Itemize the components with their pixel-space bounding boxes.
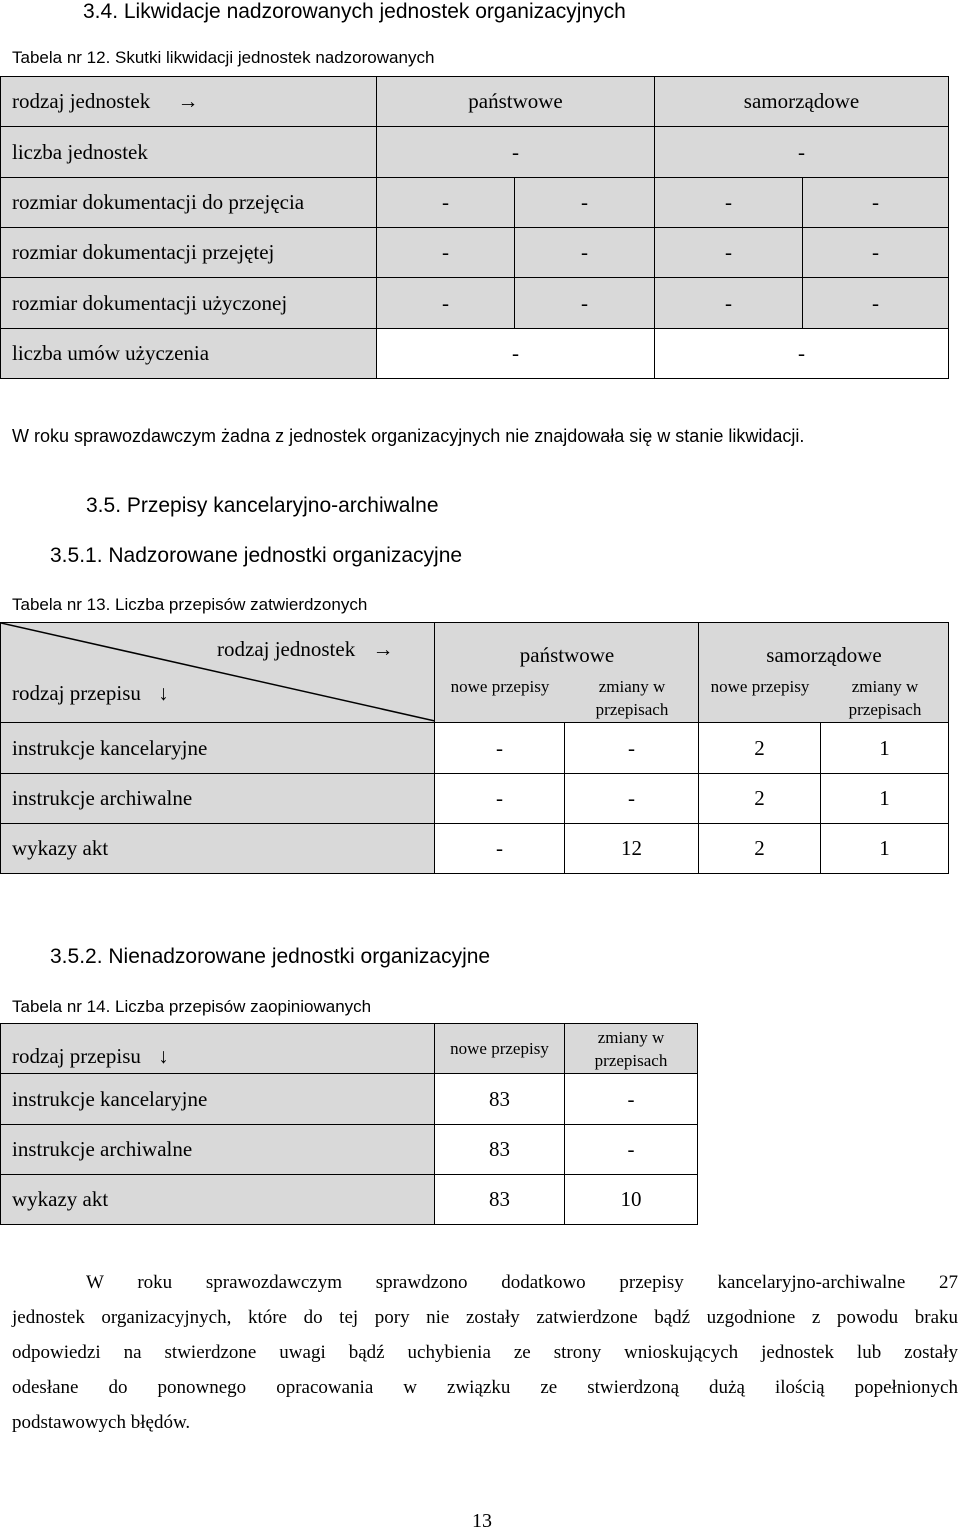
table-13 <box>0 622 949 874</box>
closing-paragraph <box>12 1265 958 1440</box>
table-cell: - <box>565 1074 698 1125</box>
sub-header: zmiany w przepisach <box>595 677 669 719</box>
group-label: państwowe <box>519 643 615 667</box>
table-cell: - <box>515 278 655 329</box>
table-12 <box>0 76 949 379</box>
header-label-text: rodzaj jednostek <box>12 89 151 113</box>
table-13-group-samorzadowe <box>699 623 949 723</box>
table-row <box>1 228 949 278</box>
table-cell: 1 <box>821 723 949 774</box>
table-cell: 2 <box>699 824 821 874</box>
row-label: wykazy akt <box>1 1175 435 1225</box>
section-heading-3-4: 3.4. Likwidacje nadzorowanych jednostek organizacyjnych <box>83 0 626 23</box>
section-heading-3-5: 3.5. Przepisy kancelaryjno-archiwalne <box>86 494 439 517</box>
table-cell: - <box>515 228 655 278</box>
table-13-group-panstwowe <box>435 623 699 723</box>
table-cell: - <box>655 329 949 379</box>
table-cell: - <box>377 278 515 329</box>
row-label: instrukcje archiwalne <box>1 774 435 824</box>
table-12-col-samorzadowe: samorządowe <box>655 77 949 127</box>
table-cell: - <box>803 228 949 278</box>
table-cell: - <box>565 1125 698 1175</box>
table-row <box>1 1074 698 1125</box>
table-12-header-label <box>1 77 377 127</box>
sub-header: nowe przepisy <box>450 677 550 696</box>
table-cell: - <box>377 228 515 278</box>
table-13-corner-cell <box>1 623 435 723</box>
down-arrow-icon: ↓ <box>158 681 169 705</box>
table-cell: - <box>565 774 699 824</box>
row-label: liczba jednostek <box>1 127 377 178</box>
table-cell: - <box>803 178 949 228</box>
table-13-header-row <box>1 623 949 723</box>
table-cell: - <box>655 228 803 278</box>
table-13-caption: Tabela nr 13. Liczba przepisów zatwierdzonych <box>12 595 368 614</box>
sub-header: nowe przepisy <box>435 1024 565 1074</box>
corner-text: rodzaj przepisu <box>12 1044 141 1068</box>
table-cell: - <box>377 127 655 178</box>
row-label: rozmiar dokumentacji przejętej <box>1 228 377 278</box>
row-label: rozmiar dokumentacji do przejęcia <box>1 178 377 228</box>
table-cell: - <box>377 178 515 228</box>
group-label: samorządowe <box>766 643 882 667</box>
table-cell: - <box>655 127 949 178</box>
table-cell: 12 <box>565 824 699 874</box>
row-label: instrukcje kancelaryjne <box>1 723 435 774</box>
corner-top-label <box>217 637 393 662</box>
table-row <box>1 723 949 774</box>
table-cell: 1 <box>821 774 949 824</box>
paragraph-line: W roku sprawozdawczym sprawdzono dodatkowo przepisy kancelaryjno-archiwalne 27 <box>86 1272 958 1293</box>
table-cell: - <box>803 278 949 329</box>
table-14 <box>0 1023 698 1225</box>
paragraph-line: odesłane do ponownego opracowania w związku ze stwierdzoną dużą ilością popełnionych <box>12 1377 958 1398</box>
sub-header: zmiany w przepisach <box>848 677 922 719</box>
table-12-caption: Tabela nr 12. Skutki likwidacji jednostek nadzorowanych <box>12 48 435 67</box>
table-cell: 1 <box>821 824 949 874</box>
table-cell: 83 <box>435 1074 565 1125</box>
section-heading-3-5-2: 3.5.2. Nienadzorowane jednostki organizacyjne <box>50 945 491 968</box>
table-cell: 83 <box>435 1175 565 1225</box>
table-row <box>1 1125 698 1175</box>
table-14-header-row <box>1 1024 698 1074</box>
row-label: instrukcje archiwalne <box>1 1125 435 1175</box>
table-cell: - <box>377 329 655 379</box>
section-heading-3-5-1: 3.5.1. Nadzorowane jednostki organizacyjne <box>50 544 463 567</box>
right-arrow-icon: → <box>372 637 394 661</box>
table-cell: - <box>435 774 565 824</box>
sub-header: zmiany w przepisach <box>565 1024 698 1074</box>
table-14-caption: Tabela nr 14. Liczba przepisów zaopiniowanych <box>12 997 372 1016</box>
corner-bottom-text: rodzaj przepisu <box>12 681 141 705</box>
corner-label <box>12 1044 169 1069</box>
table-cell: 10 <box>565 1175 698 1225</box>
table-cell: 83 <box>435 1125 565 1175</box>
table-14-corner-cell <box>1 1024 435 1074</box>
row-label: rozmiar dokumentacji użyczonej <box>1 278 377 329</box>
table-row <box>1 178 949 228</box>
corner-top-text: rodzaj jednostek <box>217 637 356 661</box>
table-cell: - <box>435 824 565 874</box>
row-label: liczba umów użyczenia <box>1 329 377 379</box>
table-cell: - <box>565 723 699 774</box>
sub-header: nowe przepisy <box>710 677 810 696</box>
table-row <box>1 127 949 178</box>
table-12-col-panstwowe: państwowe <box>377 77 655 127</box>
paragraph-line: jednostek organizacyjnych, które do tej pory nie zostały zatwierdzone bądź uzgodnione z powodu braku <box>12 1307 958 1328</box>
table-row <box>1 824 949 874</box>
table-row <box>1 278 949 329</box>
table-cell: - <box>515 178 655 228</box>
page-number: 13 <box>472 1510 492 1532</box>
paragraph-line: podstawowych błędów. <box>12 1412 191 1433</box>
table-cell: - <box>435 723 565 774</box>
table-cell: - <box>655 278 803 329</box>
table-cell: 2 <box>699 723 821 774</box>
down-arrow-icon: ↓ <box>158 1044 169 1068</box>
row-label: wykazy akt <box>1 824 435 874</box>
table-row <box>1 774 949 824</box>
table-12-header-row <box>1 77 949 127</box>
table-cell: - <box>655 178 803 228</box>
row-label: instrukcje kancelaryjne <box>1 1074 435 1125</box>
note-liquidation: W roku sprawozdawczym żadna z jednostek organizacyjnych nie znajdowała się w stanie likwidacji. <box>12 426 805 446</box>
right-arrow-icon: → <box>177 89 199 113</box>
table-cell: 2 <box>699 774 821 824</box>
corner-bottom-label <box>12 681 169 706</box>
paragraph-line: odpowiedzi na stwierdzone uwagi bądź uchybienia ze strony wnioskujących jednostek lub zostały <box>12 1342 958 1363</box>
table-row <box>1 1175 698 1225</box>
table-row <box>1 329 949 379</box>
